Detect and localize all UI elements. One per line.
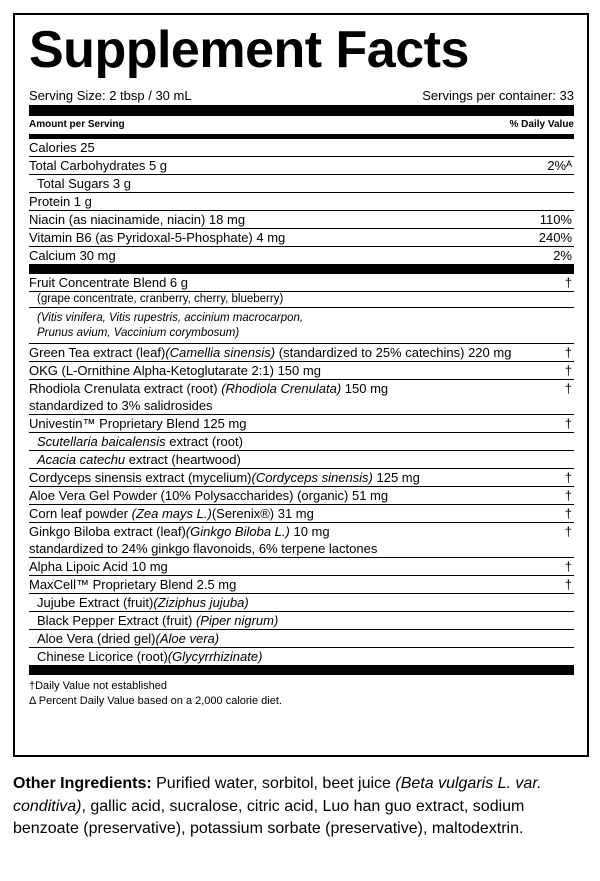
ingredient-amount: (standardized to 25% catechins) 220 mg: [275, 345, 512, 360]
dagger-mark: †: [564, 345, 572, 360]
other-ingredients-latin: (Beta vulgaris L. var. conditiva): [13, 775, 542, 815]
ingredient-name: OKG (L-Ornithine Alpha-Ketoglutarate 2:1) 150 mg: [29, 363, 321, 378]
ingredient-subrow: [29, 291, 574, 307]
nutrient-dv: 2%ᴬ: [547, 158, 572, 173]
ingredient-name: Cordyceps sinensis extract (mycelium): [29, 470, 252, 485]
other-ingredients-text: Purified water, sorbitol, beet juice: [151, 775, 396, 792]
ingredient-name: MaxCell™ Proprietary Blend 2.5 mg: [29, 577, 237, 592]
ingredient-name: Aloe Vera Gel Powder (10% Polysaccharides) (organic) 51 mg: [29, 488, 389, 503]
nutrient-name: Vitamin B6 (as Pyridoxal-5-Phosphate) 4 mg: [29, 230, 286, 245]
divider-thick: [29, 106, 574, 116]
ingredient-subrow: [29, 432, 574, 450]
footnote-delta: Δ Percent Daily Value based on a 2,000 calorie diet.: [29, 695, 282, 707]
ingredient-detail: Chinese Licorice (root): [37, 649, 168, 664]
nutrient-row: [29, 228, 574, 246]
dagger-mark: †: [564, 506, 572, 521]
ingredient-subrow: [29, 611, 574, 629]
ingredient-latin: (Glycyrrhizinate): [167, 649, 263, 664]
divider-thick: [29, 264, 574, 274]
ingredient-name: Rhodiola Crenulata extract (root): [29, 381, 222, 396]
ingredient-detail: extract (root): [165, 434, 243, 449]
ingredient-list: [29, 274, 574, 665]
ingredient-latin: (Aloe vera): [155, 631, 220, 646]
ingredient-row: [29, 557, 574, 575]
ingredient-subrow: [29, 307, 574, 343]
ingredient-subrow: [29, 629, 574, 647]
dagger-mark: †: [564, 559, 572, 574]
other-ingredients-label: Other Ingredients:: [13, 775, 152, 792]
ingredient-name: Ginkgo Biloba extract (leaf): [29, 524, 186, 539]
dagger-mark: †: [564, 275, 572, 290]
footnote-dagger: †Daily Value not established: [29, 680, 167, 692]
ingredient-name: Univestin™ Proprietary Blend 125 mg: [29, 416, 247, 431]
ingredient-row: [29, 575, 574, 593]
ingredient-amount: (Serenix®) 31 mg: [211, 506, 314, 521]
ingredient-latin: (Camellia sinensis): [165, 345, 276, 360]
ingredient-latin: Acacia catechu: [37, 452, 126, 467]
ingredient-name: Fruit Concentrate Blend 6 g: [29, 275, 188, 290]
ingredient-latin: (Piper nigrum): [195, 613, 279, 628]
ingredient-row: [29, 379, 574, 414]
ingredient-latin: (Rhodiola Crenulata): [221, 381, 342, 396]
ingredient-detail: Jujube Extract (fruit): [37, 595, 154, 610]
nutrient-dv: 240%: [538, 230, 572, 245]
nutrient-row: [29, 246, 574, 264]
dagger-mark: †: [564, 363, 572, 378]
ingredient-detail: (grape concentrate, cranberry, cherry, blueberry): [37, 293, 284, 305]
divider-thick: [29, 665, 574, 675]
ingredient-name: Alpha Lipoic Acid 10 mg: [29, 559, 168, 574]
ingredient-detail: Black Pepper Extract (fruit): [37, 613, 196, 628]
footnotes: [29, 675, 574, 709]
supplement-facts-panel: [13, 13, 589, 757]
ingredient-name: Corn leaf powder: [29, 506, 132, 521]
ingredient-name: Green Tea extract (leaf): [29, 345, 166, 360]
servings-per-container: Servings per container: 33: [422, 88, 574, 103]
ingredient-latin: (Cordyceps sinensis): [251, 470, 373, 485]
ingredient-row: [29, 274, 574, 291]
ingredient-row: [29, 486, 574, 504]
ingredient-row: [29, 504, 574, 522]
ingredient-latin: Prunus avium, Vaccinium corymbosum): [37, 327, 240, 339]
ingredient-detail: extract (heartwood): [125, 452, 241, 467]
ingredient-latin: (Ginkgo Biloba L.): [185, 524, 290, 539]
nutrient-name: Protein 1 g: [29, 194, 92, 209]
ingredient-subrow: [29, 593, 574, 611]
ingredient-standardization: standardized to 24% ginkgo flavonoids, 6% terpene lactones: [29, 541, 378, 556]
serving-size: Serving Size: 2 tbsp / 30 mL: [29, 88, 192, 103]
nutrient-name: Niacin (as niacinamide, niacin) 18 mg: [29, 212, 246, 227]
ingredient-detail: Aloe Vera (dried gel): [37, 631, 156, 646]
dagger-mark: †: [564, 381, 572, 396]
dv-header: % Daily Value: [509, 119, 574, 130]
nutrient-name: Total Carbohydrates 5 g: [29, 158, 168, 173]
nutrient-dv: 2%: [553, 248, 572, 263]
amount-header: Amount per Serving: [29, 119, 125, 130]
nutrient-row: [29, 139, 574, 156]
ingredient-latin: (Ziziphus jujuba): [153, 595, 249, 610]
dagger-mark: †: [564, 577, 572, 592]
ingredient-row: [29, 343, 574, 361]
ingredient-subrow: [29, 450, 574, 468]
nutrient-dv: 110%: [539, 212, 572, 227]
column-header: [29, 116, 574, 134]
ingredient-latin: (Zea mays L.): [131, 506, 212, 521]
nutrient-list: [29, 139, 574, 264]
ingredient-amount: 10 mg: [289, 524, 330, 539]
ingredient-latin: (Vitis vinifera, Vitis rupestris, accinium macrocarpon,: [37, 312, 304, 324]
panel-title: Supplement Facts: [29, 21, 469, 79]
dagger-mark: †: [564, 488, 572, 503]
ingredient-row: [29, 522, 574, 557]
ingredient-subrow: [29, 647, 574, 665]
nutrient-row: [29, 156, 574, 174]
serving-info: [29, 87, 574, 106]
nutrient-name: Total Sugars 3 g: [37, 176, 131, 191]
ingredient-amount: 125 mg: [372, 470, 420, 485]
nutrient-name: Calories 25: [29, 140, 95, 155]
dagger-mark: †: [564, 470, 572, 485]
dagger-mark: †: [564, 524, 572, 539]
other-ingredients-text: , gallic acid, sucralose, citric acid, Luo han guo extract, sodium benzoate (preservative), potassium sorbate (preservative), maltodextrin.: [13, 797, 525, 837]
ingredient-row: [29, 414, 574, 432]
other-ingredients: [13, 773, 593, 841]
dagger-mark: †: [564, 416, 572, 431]
nutrient-row: [29, 174, 574, 192]
nutrient-name: Calcium 30 mg: [29, 248, 116, 263]
ingredient-amount: 150 mg: [341, 381, 389, 396]
ingredient-row: [29, 468, 574, 486]
ingredient-standardization: standardized to 3% salidrosides: [29, 398, 213, 413]
nutrient-row: [29, 192, 574, 210]
ingredient-row: [29, 361, 574, 379]
nutrient-row: [29, 210, 574, 228]
ingredient-latin: Scutellaria baicalensis: [37, 434, 166, 449]
